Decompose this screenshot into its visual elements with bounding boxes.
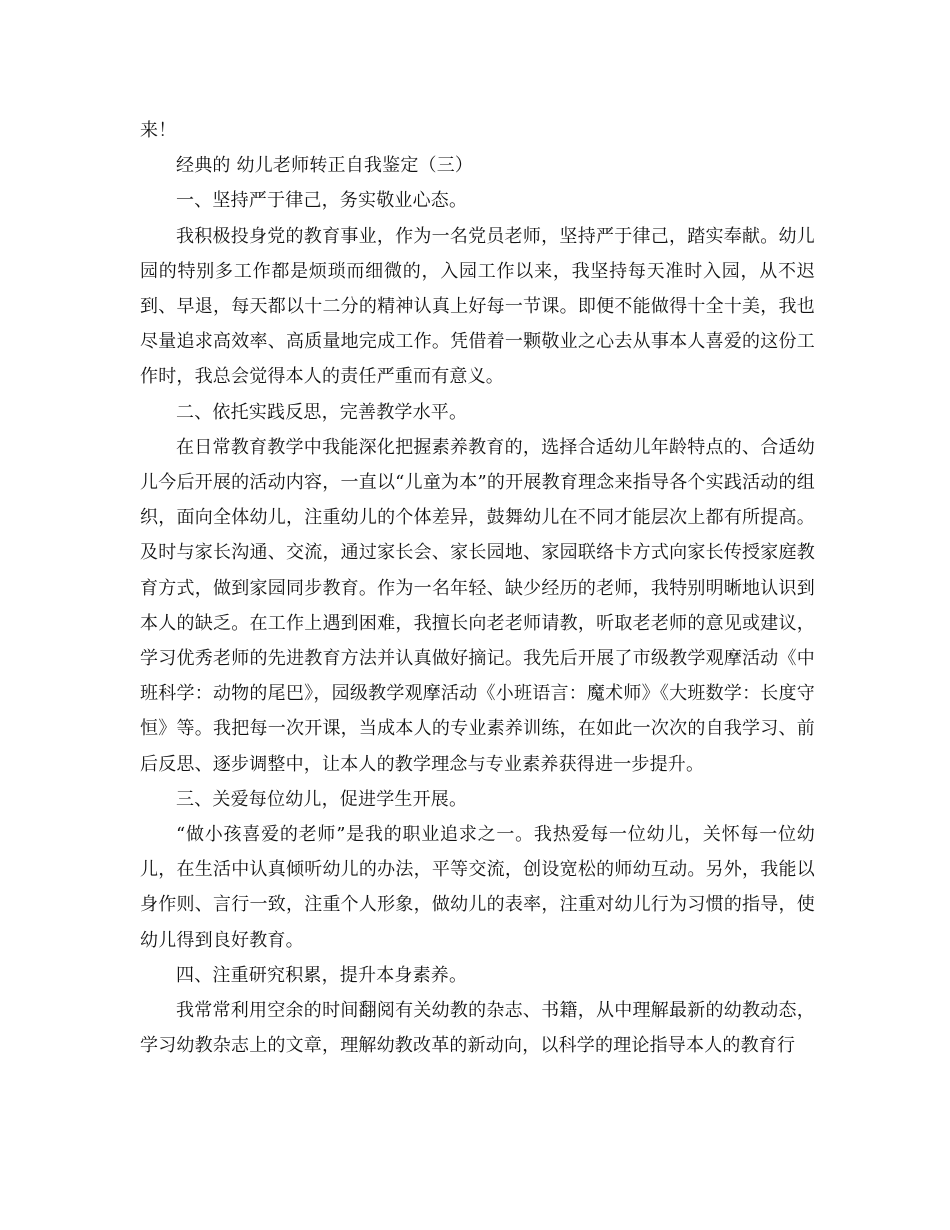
section-heading-1: 一、坚持严于律己，务实敬业心态。 [176, 190, 468, 212]
paragraph: “做小孩喜爱的老师”是我的职业追求之一。我热爱每一位幼儿，关怀每一位幼儿，在生活中认真倾听幼儿的办法，平等交流，创设宽松的师幼互动。另外，我能以身作则、言行一致，注重个人形象，做幼儿的表率，注重对幼儿行为习惯的指导，使幼儿得到良好教育。 [140, 824, 815, 951]
section-heading-4: 四、注重研究积累，提升本身素养。 [176, 964, 468, 986]
paragraph: 来！ [140, 120, 177, 141]
document-body [140, 113, 815, 1063]
section-heading-3: 三、关爱每位幼儿，促进学生开展。 [176, 788, 468, 810]
paragraph: 我积极投身党的教育事业，作为一名党员老师，坚持严于律己，踏实奉献。幼儿园的特别多工作都是烦琐而细微的，入园工作以来，我坚持每天准时入园，从不迟到、早退，每天都以十二分的精神认真上好每一节课。即便不能做得十全十美，我也尽量追求高效率、高质量地完成工作。凭借着一颗敬业之心去从事本人喜爱的这份工作时，我总会觉得本人的责任严重而有意义。 [140, 225, 815, 388]
paragraph: 在日常教育教学中我能深化把握素养教育的，选择合适幼儿年龄特点的、合适幼儿今后开展的活动内容，一直以“儿童为本”的开展教育理念来指导各个实践活动的组织，面向全体幼儿，注重幼儿的个体差异，鼓舞幼儿在不同才能层次上都有所提高。及时与家长沟通、交流，通过家长会、家长园地、家园联络卡方式向家长传授家庭教育方式，做到家园同步教育。作为一名年轻、缺少经历的老师，我特别明晰地认识到本人的缺乏。在工作上遇到困难，我擅长向老老师请教，听取老老师的意见或建议，学习优秀老师的先进教育方法并认真做好摘记。我先后开展了市级教学观摩活动《中班科学：动物的尾巴》，园级教学观摩活动《小班语言：魔术师》《大班数学：长度守恒》等。我把每一次开课，当成本人的专业素养训练，在如此一次次的自我学习、前后反思、逐步调整中，让本人的教学理念与专业素养获得进一步提升。 [140, 436, 815, 775]
section-heading-2: 二、依托实践反思，完善教学水平。 [176, 401, 468, 423]
section-title: 经典的 幼儿老师转正自我鉴定（三） [176, 155, 474, 177]
paragraph: 我常常利用空余的时间翻阅有关幼教的杂志、书籍，从中理解最新的幼教动态，学习幼教杂志上的文章，理解幼教改革的新动向，以科学的理论指导本人的教育行 [140, 1000, 815, 1057]
